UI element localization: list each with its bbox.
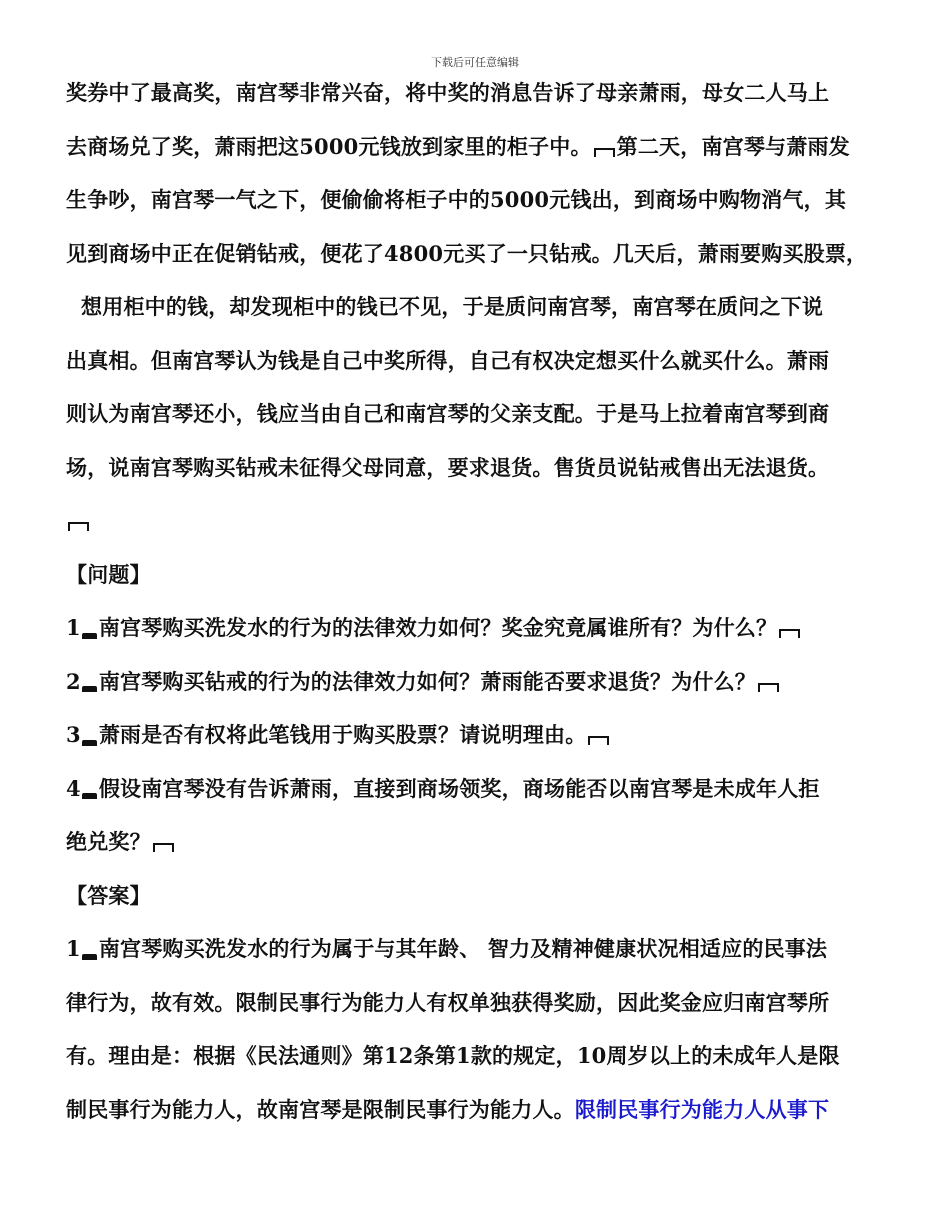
question-text: 绝兑奖？ [66, 829, 151, 854]
question-text: 假设南宫琴没有告诉萧雨，直接到商场领奖，商场能否以南宫琴是未成年人拒 [98, 775, 820, 801]
question-number: 3 [66, 722, 81, 747]
bullet-icon [82, 633, 97, 639]
answer-line: 律行为，故有效。限制民事行为能力人有权单独获得奖励，因此奖金应归南宫琴所 [66, 989, 830, 1015]
question-item [66, 655, 886, 709]
question-item [66, 601, 886, 655]
placeholder-mark-icon [758, 683, 779, 692]
question-number: 2 [66, 668, 81, 694]
answer-item [66, 922, 886, 976]
question-item [66, 762, 886, 816]
paragraph-line [66, 494, 886, 548]
placeholder-mark-icon [153, 843, 174, 852]
question-text: 南宫琴购买洗发水的行为的法律效力如何？奖金究竟属谁所有？为什么？ [98, 615, 778, 640]
header-note: 下载后可任意编辑 [431, 56, 519, 69]
highlighted-link-text[interactable]: 限制民事行为能力人从事下 [574, 1096, 830, 1122]
question-item [66, 708, 886, 762]
question-number: 1 [66, 615, 81, 640]
placeholder-mark-icon [779, 629, 800, 638]
bullet-icon [82, 686, 97, 692]
paragraph-line: 场，说南宫琴购买钻戒未征得父母同意，要求退货。售货员说钻戒售出无法退货。 [66, 454, 830, 480]
paragraph-text: 去商场兑了奖，萧雨把这5000元钱放到家里的柜子中。 [66, 133, 592, 159]
question-number: 4 [66, 775, 81, 801]
bullet-icon [82, 793, 97, 799]
answer-line [66, 1083, 886, 1137]
answer-line: 有。理由是：根据《民法通则》第12条第1款的规定，10周岁以上的未成年人是限 [66, 1043, 840, 1068]
bullet-icon [82, 954, 97, 960]
bullet-icon [82, 740, 97, 746]
paragraph-line: 生争吵，南宫琴一气之下，便偷偷将柜子中的5000元钱出，到商场中购物消气，其 [66, 187, 847, 212]
paragraph-line: 则认为南宫琴还小，钱应当由自己和南宫琴的父亲支配。于是马上拉着南宫琴到商 [66, 401, 830, 426]
paragraph-line: 出真相。但南宫琴认为钱是自己中奖所得，自己有权决定想买什么就买什么。萧雨 [66, 347, 830, 373]
question-continuation [66, 815, 886, 869]
answer-text: 制民事行为能力人，故南宫琴是限制民事行为能力人。 [66, 1096, 575, 1122]
answers-heading: 【答案】 [66, 882, 151, 908]
paragraph-line: 见到商场中正在促销钻戒，便花了4800元买了一只钻戒。几天后，萧雨要购买股票， [66, 240, 868, 266]
question-text: 南宫琴购买钻戒的行为的法律效力如何？萧雨能否要求退货？为什么？ [98, 668, 757, 694]
answer-number: 1 [66, 936, 81, 961]
question-text: 萧雨是否有权将此笔钱用于购买股票？请说明理由。 [98, 722, 587, 747]
answer-text: 南宫琴购买洗发水的行为属于与其年龄、 智力及精神健康状况相适应的民事法 [98, 936, 828, 961]
questions-heading: 【问题】 [66, 561, 151, 587]
paragraph-line: 奖券中了最高奖，南宫琴非常兴奋，将中奖的消息告诉了母亲萧雨，母女二人马上 [66, 80, 830, 105]
placeholder-mark-icon [588, 736, 609, 745]
placeholder-mark-icon [68, 522, 89, 531]
placeholder-mark-icon [594, 148, 615, 157]
paragraph-line [66, 120, 886, 174]
paragraph-line: 想用柜中的钱，却发现柜中的钱已不见，于是质问南宫琴，南宫琴在质问之下说 [66, 294, 824, 319]
paragraph-text: 第二天，南宫琴与萧雨发 [616, 133, 850, 159]
document-body [66, 66, 886, 1136]
